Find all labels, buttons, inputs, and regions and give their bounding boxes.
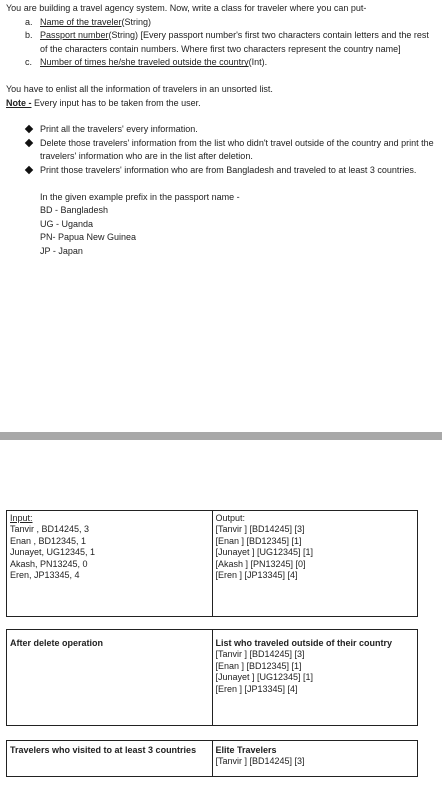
problem-statement	[6, 2, 434, 259]
delete-result-line: [Junayet ] [UG12345] [1]	[215, 672, 314, 683]
intro-text: You are building a travel agency system. Now, write a class for traveler where you can put-	[6, 3, 367, 13]
task-text: Print all the travelers' every information.	[40, 124, 198, 135]
prefix-intro: In the given example prefix in the passport name -	[40, 191, 240, 202]
delete-result-line: [Tanvir ] [BD14245] [3]	[215, 649, 305, 660]
attribute-name: Passport number	[40, 30, 109, 41]
delete-result-line: [Enan ] [BD12345] [1]	[215, 660, 302, 671]
delete-operation-table	[6, 629, 418, 726]
input-cell	[7, 511, 213, 617]
output-cell	[212, 511, 418, 617]
task-text: Print those travelers' information who are from Bangladesh and traveled to at least 3 countries.	[40, 164, 417, 175]
output-line: [Akash ] [PN13245] [0]	[215, 558, 306, 569]
output-label: Output:	[215, 513, 246, 523]
delete-result-line: [Eren ] [JP13345] [4]	[215, 683, 298, 694]
attribute-item	[25, 16, 434, 30]
elite-result-cell	[212, 741, 418, 777]
elite-result-title: Elite Travelers	[215, 745, 277, 755]
delete-result-cell	[212, 630, 418, 726]
diamond-bullet-icon	[25, 125, 33, 133]
input-label: Input:	[10, 513, 33, 523]
prefix-item: UG - Uganda	[40, 218, 94, 229]
task-item	[40, 164, 434, 178]
prefix-section	[6, 191, 434, 259]
sample-io-table	[6, 510, 418, 617]
elite-criteria-label: Travelers who visited to at least 3 countries	[7, 741, 213, 777]
enlist-text: You have to enlist all the information of travelers in an unsorted list.	[6, 83, 273, 94]
prefix-item: JP - Japan	[40, 245, 83, 256]
attribute-list	[6, 16, 434, 70]
section-divider	[0, 432, 442, 440]
diamond-bullet-icon	[25, 166, 33, 174]
diamond-bullet-icon	[25, 139, 33, 147]
delete-operation-label: After delete operation	[7, 630, 213, 726]
attribute-item	[25, 56, 434, 70]
input-line: Enan , BD12345, 1	[10, 535, 87, 546]
attribute-name: Number of times he/she traveled outside the country	[40, 57, 249, 68]
note-line	[6, 97, 434, 111]
task-item	[40, 137, 434, 164]
output-line: [Junayet ] [UG12345] [1]	[215, 547, 314, 558]
note-label: Note -	[6, 97, 32, 108]
attribute-name: Name of the traveler	[40, 16, 122, 27]
attribute-detail: (String)	[121, 16, 152, 27]
attribute-marker: a.	[25, 16, 33, 27]
attribute-detail: (String) [Every passport number's first two characters contain letters and the rest of the characters contain numbers. Where first two characters represent the country name]	[40, 30, 429, 54]
task-text: Delete those travelers' information from the list who didn't travel outside of the country and print the travelers' information who are in the list after deletion.	[40, 137, 434, 162]
attribute-marker: c.	[25, 57, 33, 68]
prefix-item: PN- Papua New Guinea	[40, 232, 137, 243]
input-line: Junayet, UG12345, 1	[10, 547, 96, 558]
input-line: Eren, JP13345, 4	[10, 570, 80, 581]
elite-result-line: [Tanvir ] [BD14245] [3]	[215, 756, 305, 767]
attribute-detail: (Int).	[248, 57, 268, 68]
attribute-marker: b.	[25, 30, 33, 41]
elite-travelers-table	[6, 740, 418, 777]
prefix-item: BD - Bangladesh	[40, 205, 109, 216]
output-line: [Tanvir ] [BD14245] [3]	[215, 524, 305, 535]
attribute-item	[25, 29, 434, 56]
task-list	[6, 123, 434, 177]
output-line: [Eren ] [JP13345] [4]	[215, 570, 298, 581]
input-line: Akash, PN13245, 0	[10, 558, 88, 569]
note-text: Every input has to be taken from the user.	[31, 97, 201, 108]
input-line: Tanvir , BD14245, 3	[10, 524, 90, 535]
delete-result-title: List who traveled outside of their country	[215, 638, 393, 648]
output-line: [Enan ] [BD12345] [1]	[215, 535, 302, 546]
task-item	[40, 123, 434, 137]
